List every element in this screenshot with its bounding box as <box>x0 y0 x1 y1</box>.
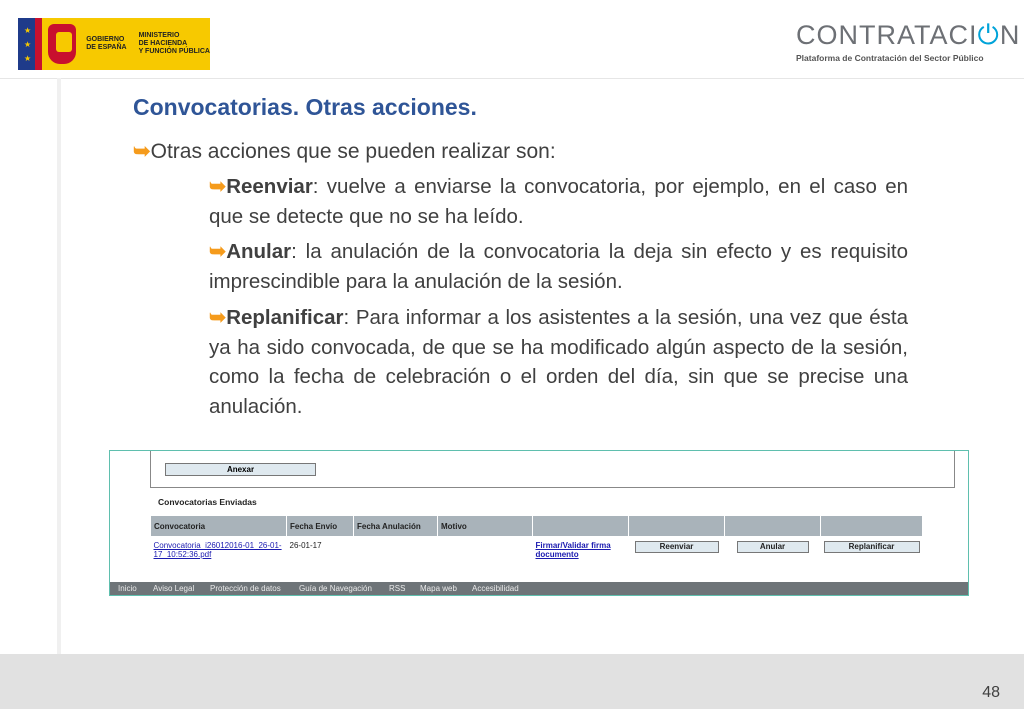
arrow-bullet-icon: ➥ <box>209 306 227 329</box>
replanificar-button[interactable]: Replanificar <box>824 541 920 553</box>
site-footer <box>110 582 968 595</box>
brand-wordmark <box>796 20 1021 52</box>
intro-text: Otras acciones que se pueden realizar son: <box>150 140 556 163</box>
col-replanificar <box>821 516 923 537</box>
item-term: Anular <box>226 240 292 263</box>
footer-link-inicio[interactable]: Inicio <box>118 584 137 593</box>
item-term: Replanificar <box>226 306 344 329</box>
item-text: : la anulación de la convocatoria la deja sin efecto y es requisito imprescindible para la anulación de la sesión. <box>209 240 908 293</box>
footer-link-guia-navegacion[interactable]: Guía de Navegación <box>299 584 372 593</box>
fecha-anulacion-cell <box>354 537 438 564</box>
col-motivo: Motivo <box>438 516 533 537</box>
col-convocatoria: Convocatoria <box>151 516 287 537</box>
table-header-row <box>151 516 923 537</box>
coat-of-arms-icon <box>48 24 76 64</box>
left-divider <box>57 78 61 654</box>
col-fecha-anulacion: Fecha Anulación <box>354 516 438 537</box>
item-replanificar <box>209 303 908 421</box>
arrow-bullet-icon: ➥ <box>133 140 151 163</box>
anular-button[interactable]: Anular <box>737 541 809 553</box>
bottom-bar <box>0 654 1024 709</box>
arrow-bullet-icon: ➥ <box>209 240 227 263</box>
firmar-link[interactable]: Firmar/Validar firma documento <box>535 541 611 559</box>
item-term: Reenviar <box>226 175 313 198</box>
item-reenviar <box>209 172 908 231</box>
footer-link-accesibilidad[interactable]: Accesibilidad <box>472 584 519 593</box>
table-row <box>151 537 923 564</box>
convocatorias-table <box>150 515 923 563</box>
col-anular <box>725 516 821 537</box>
fecha-envio-cell: 26-01-17 <box>289 541 322 550</box>
header-bar <box>0 0 1024 79</box>
col-firma <box>533 516 629 537</box>
footer-link-mapa-web[interactable]: Mapa web <box>420 584 457 593</box>
section-title: Convocatorias Enviadas <box>158 497 257 507</box>
item-text: : Para informar a los asistentes a la sesión, una vez que ésta ya ha sido convocada, de que se ha modificado algún aspecto de la sesión, como la fecha de celebración o el orden del día, sin que se precise una anulación. <box>209 306 908 418</box>
ministerio-text: MINISTERIO DE HACIENDA Y FUNCIÓN PÚBLICA <box>138 32 210 55</box>
contratacion-logo <box>796 20 1021 63</box>
reenviar-button[interactable]: Reenviar <box>635 541 719 553</box>
motivo-cell <box>438 537 533 564</box>
gobierno-logo <box>18 18 210 70</box>
col-reenviar <box>629 516 725 537</box>
footer-link-aviso-legal[interactable]: Aviso Legal <box>153 584 195 593</box>
spain-stripe <box>35 18 42 70</box>
attach-panel <box>150 451 955 488</box>
eu-flag-icon: ★ ★ ★ <box>18 18 35 70</box>
anexar-button[interactable]: Anexar <box>165 463 316 476</box>
col-fecha-envio: Fecha Envío <box>287 516 354 537</box>
footer-link-proteccion-datos[interactable]: Protección de datos <box>210 584 281 593</box>
brand-suffix: N <box>999 20 1021 50</box>
page-number: 48 <box>982 684 1000 701</box>
arrow-bullet-icon: ➥ <box>209 175 227 198</box>
footer-link-rss[interactable]: RSS <box>389 584 406 593</box>
brand-prefix: CONTRATACI <box>796 20 978 50</box>
slide-title: Convocatorias. Otras acciones. <box>133 94 477 120</box>
item-text: : vuelve a enviarse la convocatoria, por ejemplo, en el caso en que se detecte que no se ha leído. <box>209 175 908 228</box>
gobierno-text: GOBIERNO DE ESPAÑA <box>86 36 127 51</box>
embedded-screenshot <box>109 450 969 596</box>
intro-line <box>133 139 556 164</box>
item-anular <box>209 237 908 296</box>
brand-subtitle: Plataforma de Contratación del Sector Público <box>796 53 984 63</box>
power-icon: ⏻ <box>977 20 1000 50</box>
convocatoria-link[interactable]: Convocatoria_i26012016-01_26-01-17_10:52:36.pdf <box>153 541 282 559</box>
